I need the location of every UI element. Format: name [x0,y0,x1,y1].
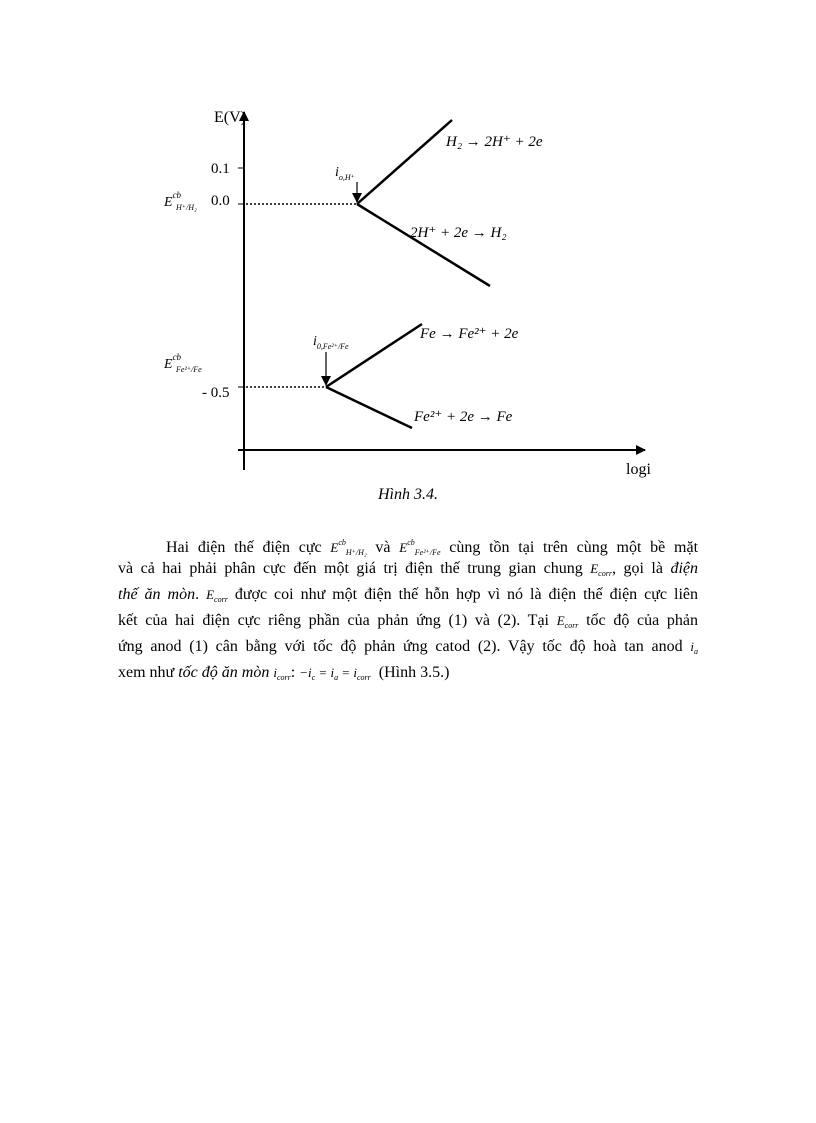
symbol-e-hydrogen: $E^{cb}_{H^+/H_2}$ [330,538,367,557]
hydrogen-anodic-line [357,120,452,204]
i0-hydrogen-label: $i_{o,H^+}$ [335,165,355,182]
paragraph-line-3: thế ăn mòn. $E_{corr}$ được coi như một điện thế hỗn hợp vì nó là điện thế điện cực liên [118,586,699,604]
paragraph-line-1: Hai điện thế điện cực $E^{cb}_{H^+/H_2}$ và $E^{cb}_{Fe^{2+}/Fe}$ cùng tồn tại trên cùng một bề mặt [166,538,699,557]
tick-label-00: 0.0 [211,193,230,209]
equation-corrosion-rate: $-i_c = i_a = i_{corr}$ [299,665,371,682]
paragraph-line-6: xem như tốc độ ăn mòn $i_{corr}$: $-i_c = i_a = i_{corr}$ (Hình 3.5.) [118,664,450,682]
reaction-hydrogen-anodic: H₂ → 2H⁺ + 2e [446,134,543,150]
iron-cathodic-line [326,387,412,428]
body-paragraph [118,530,698,686]
symbol-i-a: $i_a$ [690,639,698,656]
x-axis-label: logi [626,461,651,478]
symbol-i-corr: $i_{corr}$ [273,665,291,682]
iron-anodic-line [326,324,422,387]
symbol-e-iron: $E^{cb}_{Fe^{2+}/Fe}$ [399,538,441,557]
hydrogen-cathodic-line [357,204,490,286]
tick-label-m05: - 0.5 [202,385,230,401]
polarization-diagram [0,0,816,520]
reaction-iron-anodic: Fe → Fe²⁺ + 2e [420,326,519,342]
tick-label-01: 0.1 [211,161,230,177]
y-axis-label: E(V) [214,109,246,126]
figure-caption: Hình 3.4. [378,486,438,503]
paragraph-line-4: kết của hai điện cực riêng phần của phản ứng (1) và (2). Tại $E_{corr}$ tốc độ của phản [118,612,699,630]
paragraph-line-5: ứng anod (1) cân bằng với tốc độ phản ứng catod (2). Vậy tốc độ hoà tan anod $i_a$ [118,638,698,656]
i0-iron-label: $i_{0,Fe^{2+}/Fe}$ [313,334,349,351]
symbol-e-corr-3: $E_{corr}$ [556,613,579,630]
symbol-e-corr: $E_{corr}$ [590,561,612,578]
reaction-hydrogen-cathodic: 2H⁺ + 2e → H₂ [410,225,507,241]
e-hydrogen-label: $E^{cb}$ H⁺/H₂ [164,190,197,212]
symbol-e-corr-2: $E_{corr}$ [206,587,228,604]
paragraph-line-2: và cả hai phải phân cực đến một giá trị điện thế trung gian chung $E_{corr}$, gọi là điện [118,560,699,578]
e-iron-label: $E^{cb}$ Fe²⁺/Fe [164,352,202,374]
reaction-iron-cathodic: Fe²⁺ + 2e → Fe [414,409,513,425]
